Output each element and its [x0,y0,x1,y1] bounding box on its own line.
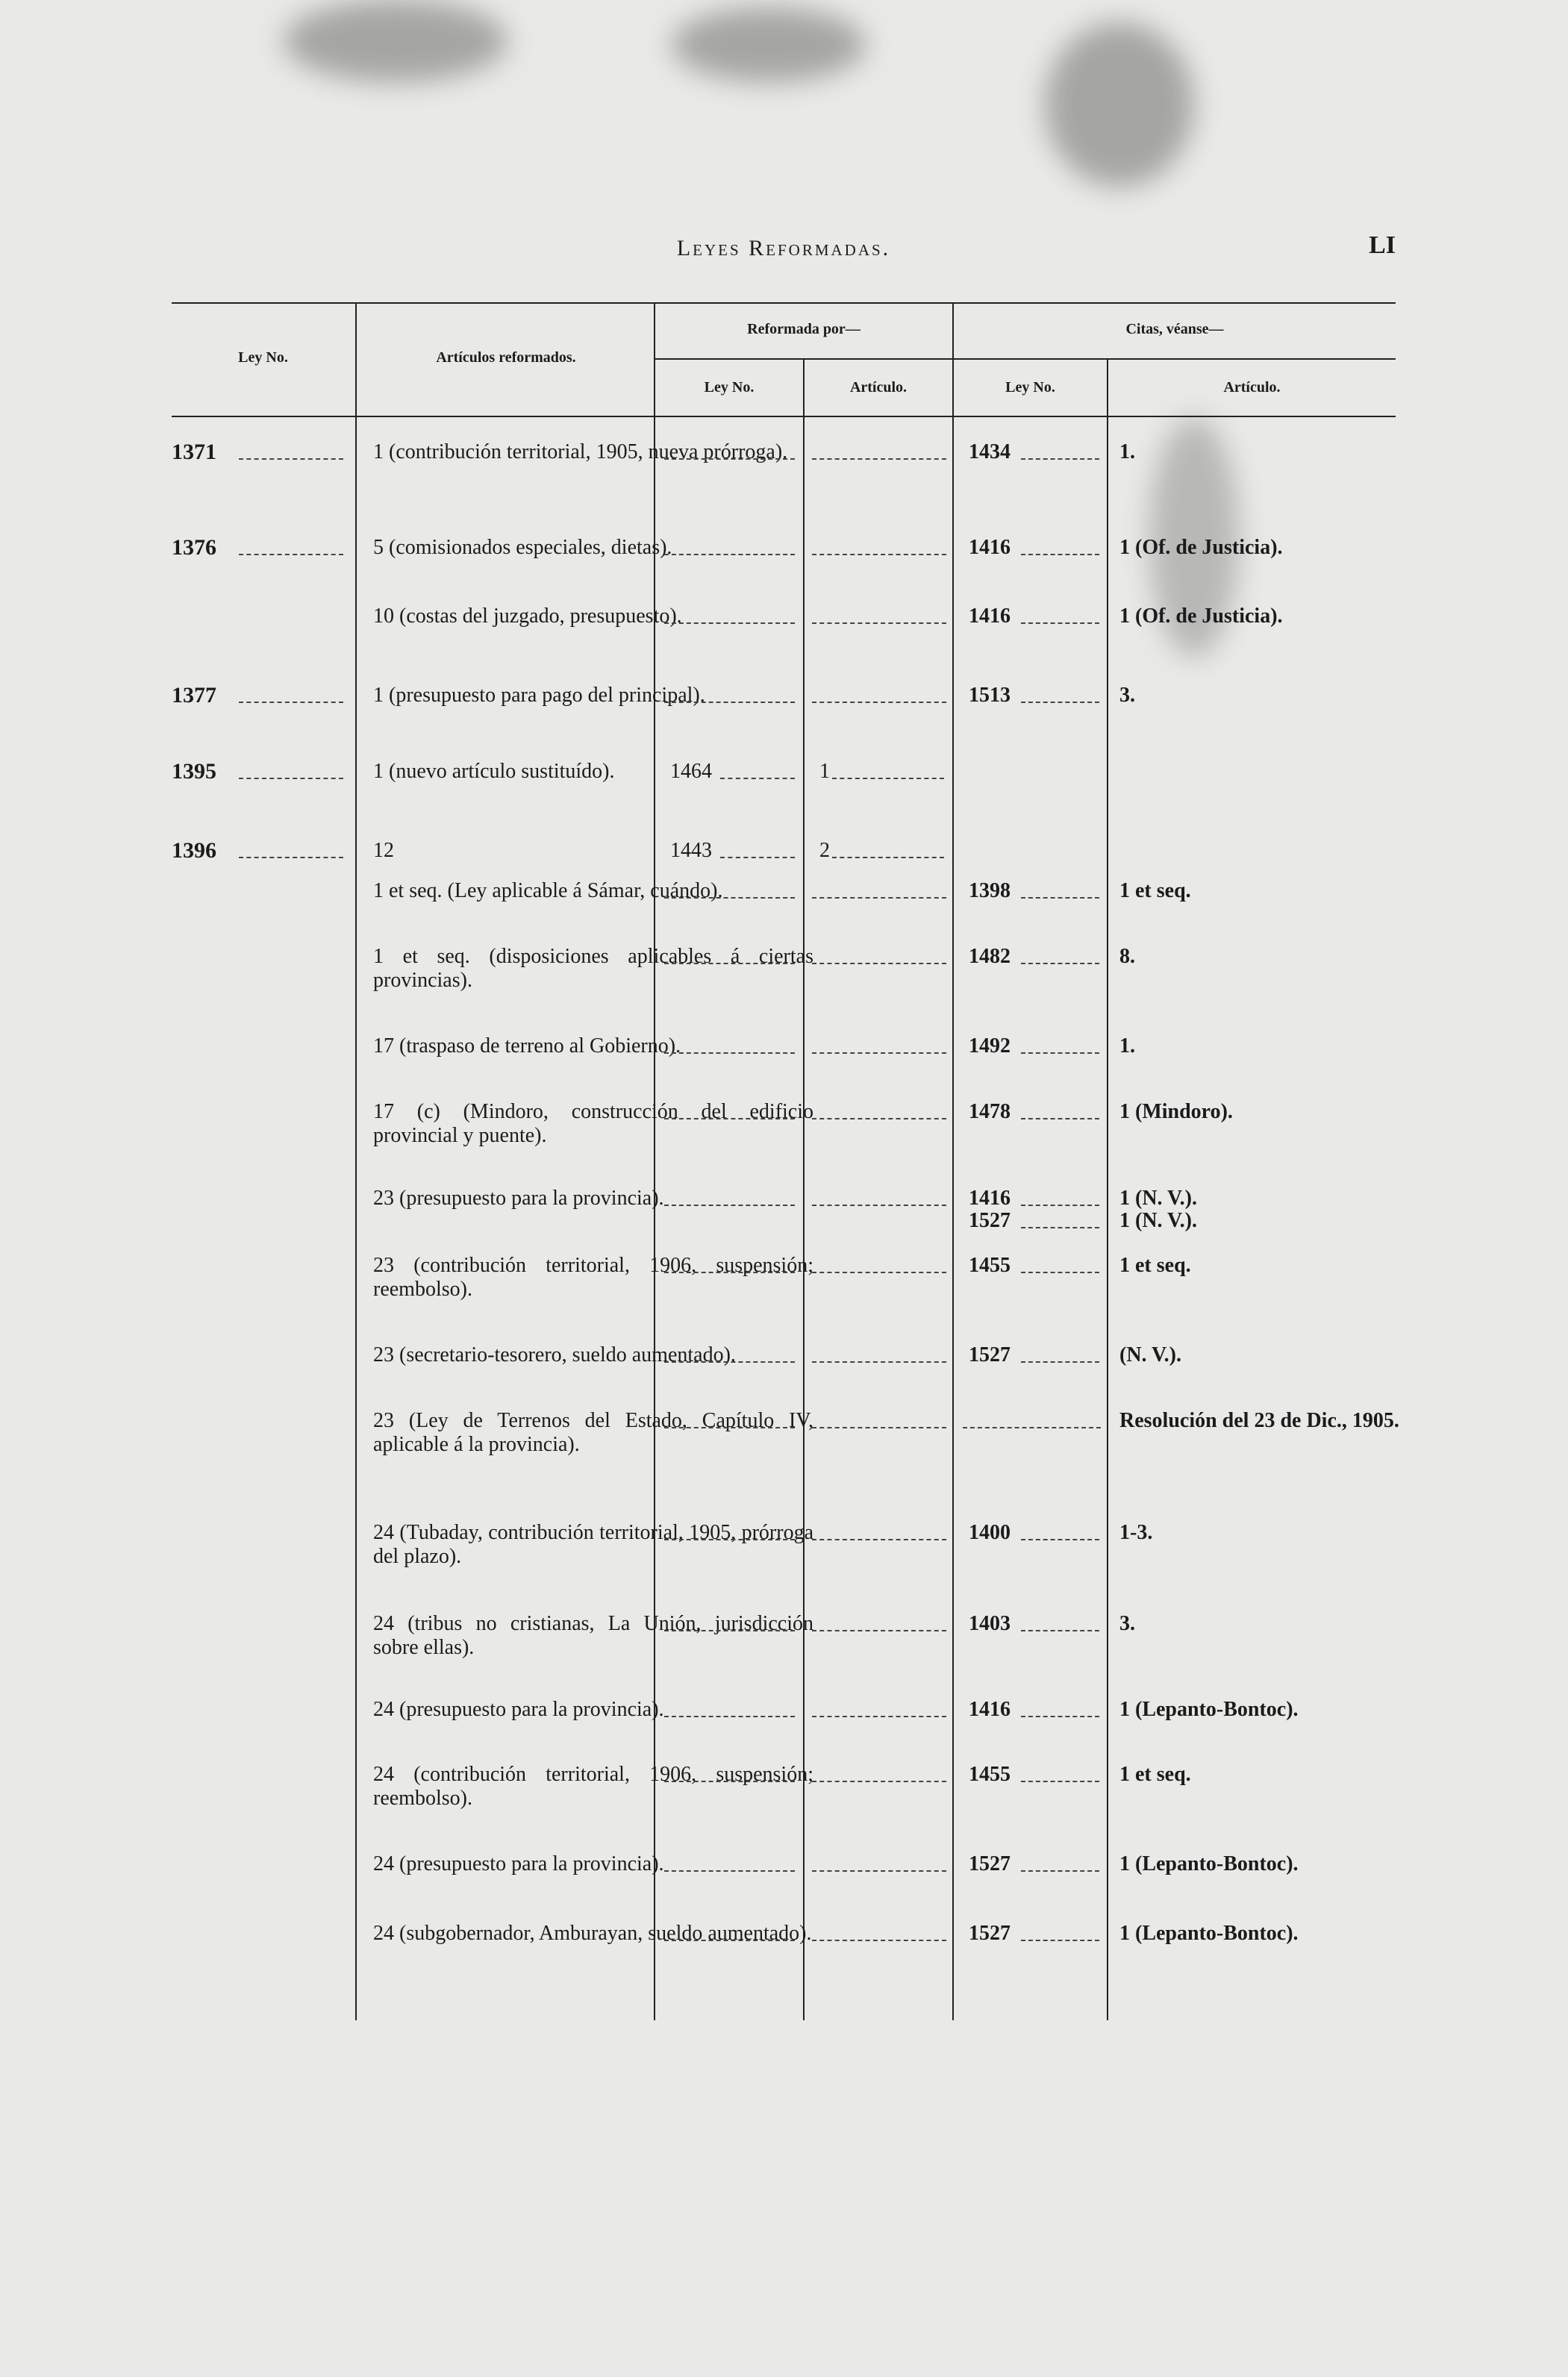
leader-dots [812,1272,946,1273]
leader-dots [239,857,343,858]
leader-dots [812,1630,946,1631]
leader-dots [664,963,795,964]
reformed-article: 23 (Ley de Terrenos del Estado, Capítulo IV, aplicable á la provincia). [373,1409,813,1456]
citation-law-number: 1416 [969,1698,1011,1721]
citation-article: 1-3. [1119,1521,1153,1544]
leader-dots [812,1539,946,1540]
leader-dots [812,622,946,624]
citation-article: 1 (Mindoro). [1119,1100,1233,1123]
leader-dots [812,458,946,460]
citation-law-number: 1416 [969,1187,1011,1210]
leader-dots [720,857,795,858]
leader-dots [1021,1716,1099,1717]
leader-dots [1021,1205,1099,1206]
reformed-article: 24 (presupuesto para la provincia). [373,1852,664,1875]
reformed-article: 17 (c) (Mindoro, construcción del edificio provincial y puente). [373,1100,813,1147]
reformed-article: 5 (comisionados especiales, dietas). [373,536,672,559]
citation-article: 3. [1119,684,1135,707]
citation-law-number: 1403 [969,1612,1011,1635]
leader-dots [664,1205,795,1206]
header-articles: Artículos reformados. [436,349,576,366]
leader-dots [239,554,343,555]
reformed-article: 24 (tribus no cristianas, La Unión, jurisdicción sobre ellas). [373,1612,813,1659]
reformed-article: 1 (presupuesto para pago del principal). [373,684,705,707]
leader-dots [239,458,343,460]
citation-article: (N. V.). [1119,1343,1181,1366]
citation-law-number: 1527 [969,1209,1011,1232]
header-citation-article: Artículo. [1223,379,1281,396]
leader-dots [1021,1118,1099,1119]
leader-dots [812,897,946,899]
header-amended-article: Artículo. [849,379,908,396]
leader-dots [1021,1940,1099,1941]
citation-article: 1 (Lepanto-Bontoc). [1119,1922,1299,1945]
leader-dots [664,1272,795,1273]
amending-article: 2 [819,839,830,862]
citation-article: 1. [1119,440,1135,463]
leader-dots [664,1630,795,1631]
leader-dots [1021,622,1099,624]
ink-stain [672,7,866,82]
reformed-article: 1 et seq. (Ley aplicable á Sámar, cuándo). [373,879,723,902]
citation-article: 1 et seq. [1119,1254,1191,1277]
citation-law-number: 1492 [969,1034,1011,1058]
citation-law-number: 1434 [969,440,1011,463]
citation-law-number: 1416 [969,605,1011,628]
amending-law-number: 1464 [670,760,712,783]
reformed-article: 1 et seq. (disposiciones aplicables á ciertas provincias). [373,945,813,992]
ink-stain [1045,22,1194,187]
leader-dots [664,1940,795,1941]
leader-dots [1021,1361,1099,1363]
citation-article: 1 et seq. [1119,1763,1191,1786]
citation-article: 1 (Of. de Justicia). [1119,605,1283,628]
law-number: 1371 [172,440,216,464]
citation-article: 1 (N. V.). [1119,1209,1197,1232]
reformed-article: 1 (nuevo artículo sustituído). [373,760,615,783]
running-title: Leyes Reformadas. [676,236,891,260]
reformed-article: 10 (costas del juzgado, presupuesto). [373,605,682,628]
leader-dots [664,1781,795,1782]
header-citation-law: Ley No. [1005,379,1055,396]
citation-article: 1 (Of. de Justicia). [1119,536,1283,559]
leader-dots [664,1052,795,1054]
leader-dots [1021,1539,1099,1540]
leader-dots [812,1781,946,1782]
citation-article: 8. [1119,945,1135,968]
header-law-no: Ley No. [238,349,288,366]
leader-dots [832,857,944,858]
column-divider [952,304,954,2020]
leader-dots [812,1940,946,1941]
reformed-article: 24 (contribución territorial, 1906, suspensión; reembolso). [373,1763,813,1810]
leader-dots [1021,1227,1099,1228]
law-number: 1395 [172,759,216,784]
leader-dots [664,702,795,703]
leader-dots [812,1716,946,1717]
leader-dots [1021,1052,1099,1054]
leader-dots [812,1052,946,1054]
citation-article: 3. [1119,1612,1135,1635]
amending-law-number: 1443 [670,839,712,862]
leader-dots [664,1539,795,1540]
leader-dots [1021,458,1099,460]
leader-dots [1021,702,1099,703]
leader-dots [664,622,795,624]
citation-article: 1 et seq. [1119,879,1191,902]
law-number: 1396 [172,838,216,863]
citation-law-number: 1482 [969,945,1011,968]
citation-law-number: 1513 [969,684,1011,707]
citation-law-number: 1527 [969,1922,1011,1945]
reformed-article: 24 (Tubaday, contribución territorial, 1905, prórroga del plazo). [373,1521,813,1568]
reformed-article: 12 [373,839,394,862]
leader-dots [812,1427,946,1428]
citation-article: 1 (Lepanto-Bontoc). [1119,1852,1299,1875]
leader-dots [1021,963,1099,964]
citation-law-number: 1455 [969,1763,1011,1786]
leader-dots [664,1118,795,1119]
leader-dots [963,1427,1101,1428]
citation-law-number: 1398 [969,879,1011,902]
citation-law-number: 1455 [969,1254,1011,1277]
reformed-article: 24 (presupuesto para la provincia). [373,1698,664,1721]
leader-dots [664,1870,795,1872]
leader-dots [812,1870,946,1872]
reformed-article: 1 (contribución territorial, 1905, nueva prórroga). [373,440,788,463]
citation-law-number: 1400 [969,1521,1011,1544]
page-header [172,230,1396,267]
citation-law-number: 1478 [969,1100,1011,1123]
reformed-article: 24 (subgobernador, Amburayan, sueldo aumentado). [373,1922,812,1945]
citation-article: 1 (N. V.). [1119,1187,1197,1210]
leader-dots [239,702,343,703]
law-number: 1376 [172,535,216,560]
reformed-article: 23 (presupuesto para la provincia). [373,1187,664,1210]
leader-dots [664,1427,795,1428]
leader-dots [664,897,795,899]
leader-dots [664,1361,795,1363]
reformed-article: 23 (secretario-tesorero, sueldo aumentado). [373,1343,736,1366]
column-divider [355,304,357,2020]
law-number: 1377 [172,683,216,708]
leader-dots [239,778,343,779]
leader-dots [1021,1630,1099,1631]
leader-dots [812,1205,946,1206]
leader-dots [1021,554,1099,555]
citation-article: 1 (Lepanto-Bontoc). [1119,1698,1299,1721]
leader-dots [664,554,795,555]
page-number: LI [1369,231,1396,259]
header-amended-by: Reformada por— [747,321,860,337]
leader-dots [832,778,944,779]
leader-dots [1021,1272,1099,1273]
leader-dots [812,963,946,964]
citation-article: Resolución del 23 de Dic., 1905. [1119,1409,1399,1432]
leader-dots [720,778,795,779]
citation-law-number: 1527 [969,1852,1011,1875]
leader-dots [1021,1781,1099,1782]
leader-dots [1021,897,1099,899]
reformed-article: 23 (contribución territorial, 1906, suspensión; reembolso). [373,1254,813,1301]
leader-dots [664,1716,795,1717]
leader-dots [812,702,946,703]
leader-dots [664,458,795,460]
leader-dots [812,1361,946,1363]
reformed-article: 17 (traspaso de terreno al Gobierno). [373,1034,681,1058]
leader-dots [812,554,946,555]
citation-article: 1. [1119,1034,1135,1058]
leader-dots [1021,1870,1099,1872]
header-citations: Citas, véanse— [1125,321,1224,337]
subheader-rule [655,358,1396,360]
citation-law-number: 1527 [969,1343,1011,1366]
citation-law-number: 1416 [969,536,1011,559]
header-amended-law: Ley No. [704,379,755,396]
ink-stain [284,0,507,82]
amending-article: 1 [819,760,830,783]
leader-dots [812,1118,946,1119]
